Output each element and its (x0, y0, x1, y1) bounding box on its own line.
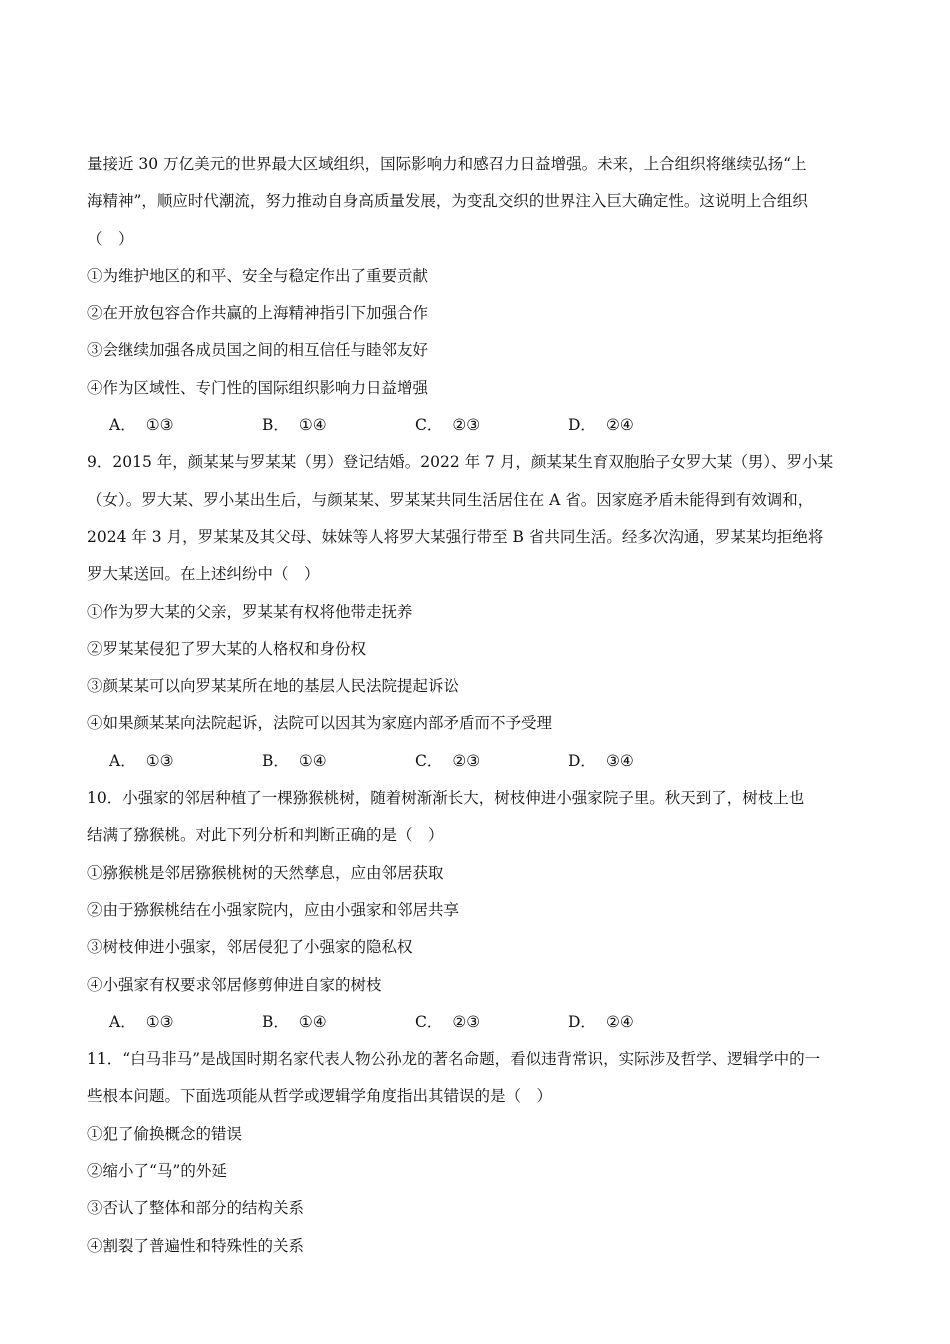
question-9-statement-4: ④如果颜某某向法院起诉，法院可以因其为家庭内部矛盾而不予受理 (87, 714, 553, 733)
question-8-options (87, 407, 867, 444)
question-11-statement-1: ①犯了偷换概念的错误 (87, 1124, 243, 1143)
option-a[interactable]: A． ①③ (109, 1012, 174, 1031)
question-8-statement-2: ②在开放包容合作共赢的上海精神指引下加强合作 (87, 304, 429, 323)
question-10-stem-line-1: 10．小强家的邻居种植了一棵猕猴桃树，随着树渐渐长大，树枝伸进小强家院子里。秋天到了，树枝上也 (87, 789, 805, 808)
question-11-statement-2: ②缩小了“马”的外延 (87, 1162, 227, 1181)
question-9-stem-line-2: （女）。罗大某、罗小某出生后，与颜某某、罗某某共同生活居住在 A 省。因家庭矛盾未能得到有效调和， (87, 490, 814, 509)
option-c[interactable]: C． ②③ (415, 416, 481, 435)
question-8 (87, 146, 867, 444)
question-10-statement-4: ④小强家有权要求邻居修剪伸进自家的树枝 (87, 975, 382, 994)
question-9 (87, 444, 867, 780)
question-10-stem-line-2: 结满了猕猴桃。对此下列分析和判断正确的是（ ） (87, 826, 444, 845)
question-9-statement-3: ③颜某某可以向罗某某所在地的基层人民法院提起诉讼 (87, 677, 460, 696)
option-c[interactable]: C． ②③ (415, 751, 481, 770)
question-11-statement-3: ③否认了整体和部分的结构关系 (87, 1199, 305, 1218)
question-9-options (87, 743, 867, 780)
question-11 (87, 1041, 867, 1265)
option-b[interactable]: B． ①④ (262, 1012, 327, 1031)
question-11-statement-4: ④割裂了普遍性和特殊性的关系 (87, 1236, 305, 1255)
question-8-stem-line-2: 海精神”，顺应时代潮流，努力推动自身高质量发展，为变乱交织的世界注入巨大确定性。这说明上合组织 (87, 192, 808, 211)
question-10-options (87, 1004, 867, 1041)
question-11-stem-line-1: 11．“白马非马”是战国时期名家代表人物公孙龙的著名命题，看似违背常识，实际涉及哲学、逻辑学中的一 (87, 1050, 821, 1069)
question-8-stem-line-3: （ ） (87, 229, 134, 248)
question-9-statement-2: ②罗某某侵犯了罗大某的人格权和身份权 (87, 639, 367, 658)
option-a[interactable]: A． ①③ (109, 751, 174, 770)
page-content (87, 146, 867, 1265)
question-11-stem-line-2: 些根本问题。下面选项能从哲学或逻辑学角度指出其错误的是（ ） (87, 1087, 553, 1106)
question-9-statement-1: ①作为罗大某的父亲，罗某某有权将他带走抚养 (87, 602, 413, 621)
question-10-statement-1: ①猕猴桃是邻居猕猴桃树的天然孳息，应由邻居获取 (87, 863, 444, 882)
option-a[interactable]: A． ①③ (109, 416, 174, 435)
option-c[interactable]: C． ②③ (415, 1012, 481, 1031)
question-10 (87, 780, 867, 1041)
option-d[interactable]: D． ②④ (568, 1012, 634, 1031)
question-9-stem-line-4: 罗大某送回。在上述纠纷中（ ） (87, 565, 320, 584)
question-8-statement-1: ①为维护地区的和平、安全与稳定作出了重要贡献 (87, 266, 429, 285)
question-8-stem-line-1: 量接近 30 万亿美元的世界最大区域组织，国际影响力和感召力日益增强。未来，上合组织将继续弘扬“上 (87, 155, 807, 173)
question-10-statement-2: ②由于猕猴桃结在小强家院内，应由小强家和邻居共享 (87, 900, 460, 919)
question-8-statement-4: ④作为区域性、专门性的国际组织影响力日益增强 (87, 378, 429, 397)
question-9-stem-line-3: 2024 年 3 月，罗某某及其父母、妹妹等人将罗大某强行带至 B 省共同生活。经多次沟通，罗某某均拒绝将 (87, 527, 824, 546)
option-b[interactable]: B． ①④ (262, 416, 327, 435)
option-d[interactable]: D． ③④ (568, 751, 634, 770)
question-8-statement-3: ③会继续加强各成员国之间的相互信任与睦邻友好 (87, 341, 429, 360)
option-b[interactable]: B． ①④ (262, 751, 327, 770)
option-d[interactable]: D． ②④ (568, 416, 634, 435)
question-9-stem-line-1: 9．2015 年，颜某某与罗某某（男）登记结婚。2022 年 7 月，颜某某生育双胞胎子女罗大某（男）、罗小某 (87, 453, 834, 472)
question-10-statement-3: ③树枝伸进小强家，邻居侵犯了小强家的隐私权 (87, 938, 413, 957)
